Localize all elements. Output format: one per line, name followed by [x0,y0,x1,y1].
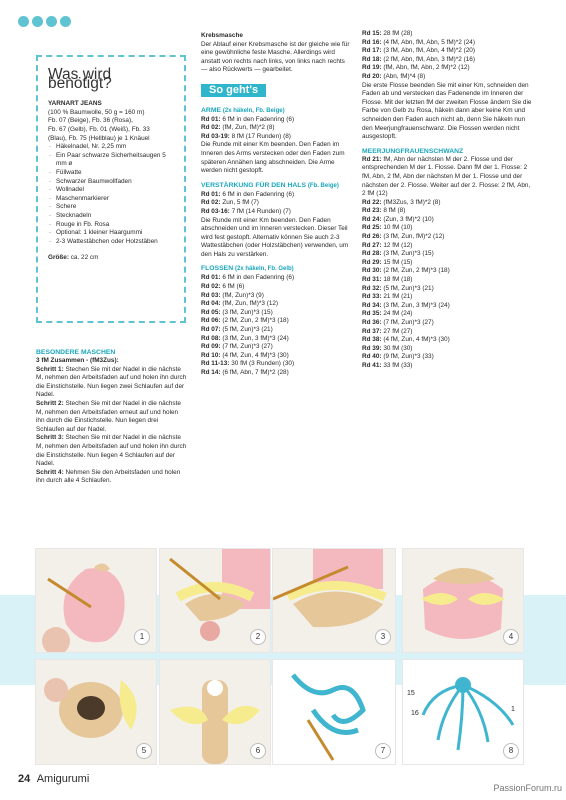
step-label: Schritt 3: [36,434,64,442]
round-text: (fM, Abn, fM, Abn, 2 fM)*2 (12) [383,64,470,72]
round-row [362,242,532,251]
round-row [362,64,532,73]
round-row [362,199,532,208]
step-paragraph [36,469,188,486]
round-label: Rd 02: [201,124,221,132]
material-item: · Füllwatte [48,169,174,178]
round-text: 12 fM (12) [383,241,413,249]
special-stitches-heading: BESONDERE MASCHEN [36,349,116,356]
round-label: Rd 02: [201,283,221,291]
hals-rows [201,191,351,217]
round-label: Rd 32: [362,284,382,292]
round-row [201,191,351,200]
round-row [201,317,351,326]
round-text: 6 fM in den Fadenring (6) [222,274,295,282]
step-text: Nehmen Sie den Arbeitsfaden und holen ihn durch alle 4 Schlaufen. [36,468,181,485]
round-row [201,360,351,369]
round-row [201,343,351,352]
step-paragraph [36,366,188,400]
hals-note: Die Runde mit einer Km beenden. Den Faden abschneiden und im Inneren verstecken. Dieser Teil wird fest gestopft. Alternativ können Sie auch 2-3 Wattestäbchen (oder Holzstäbchen) verwenden, um den Hals zu verstärken. [201,216,349,258]
round-row [201,326,351,335]
step-paragraph [36,400,188,434]
watermark: PassionForum.ru [493,783,562,793]
round-text: 7 fM (14 Runden) (7) [231,207,291,215]
round-row [362,353,532,362]
round-row [362,267,532,276]
decor-dot [32,16,43,27]
marker-label-15: 15 [407,690,415,697]
step-number-3: 3 [375,629,391,645]
round-text: (fM3Zus, 3 fM)*2 (8) [383,198,441,206]
round-text: 15 fM (15) [383,258,413,266]
round-label: Rd 31: [362,276,382,284]
header-dots [18,16,71,27]
round-label: Rd 07: [201,326,221,334]
round-row [201,283,351,292]
material-item: · Optional: 1 kleiner Haargummi [48,229,174,238]
step-photo-6 [159,659,271,765]
marker-label-1: 1 [511,706,515,713]
decor-dot [18,16,29,27]
round-label: Rd 33: [362,293,382,301]
step-photo-8 [402,659,524,765]
material-item: · Häkelnadel, Nr. 2,25 mm [48,143,174,152]
material-item: · Rouge in Fb. Rosa [48,221,174,230]
round-text: (3 fM, Zun)*3 (15) [222,308,273,316]
round-label: Rd 19: [362,64,382,72]
round-row [201,124,351,133]
step-photo-2 [159,548,271,653]
round-label: Rd 39: [362,344,382,352]
step-number-8: 8 [503,743,519,759]
round-label: Rd 10: [201,351,221,359]
so-gehts-banner: So geht's [201,84,266,97]
round-row [362,73,532,82]
round-row [362,56,532,65]
step-label: Schritt 1: [36,365,64,373]
krebsmasche-text: Der Ablauf einer Krebsmasche ist der gleiche wie für eine gewöhnliche feste Masche. Allerdings wird anstatt von rechts nach links, von links nach rechts — also Rückwerts — gearbeitet. [201,40,350,74]
step-paragraph [36,434,188,468]
round-text: (3 fM, Zun, fM)*2 (12) [383,233,445,241]
round-text: (7 fM, Zun)*3 (27) [383,319,434,326]
round-text: (5 fM, Zun)*3 (21) [383,284,434,292]
krebsmasche-title: Krebsmasche [201,32,243,39]
round-label: Rd 01: [201,115,221,123]
material-item: · Maschenmarkierer [48,195,174,204]
round-text: (3 fM, Abn, fM, Abn, 4 fM)*2 (20) [383,47,475,55]
round-row [201,369,351,378]
round-row [201,335,351,344]
round-row [362,250,532,259]
round-label: Rd 03-19: [201,132,230,140]
arme-heading: ARME (2x häkeln, Fb. Beige) [201,106,285,114]
instructions-column-2 [201,32,351,378]
round-label: Rd 30: [362,267,382,275]
step-photo-4 [402,548,524,653]
round-text: (fM, Zun, fM)*3 (12) [222,300,279,308]
round-text: 28 fM (28) [383,30,413,37]
round-row [201,352,351,361]
round-text: 21 fM (21) [383,293,413,301]
round-text: 30 fM (30) [383,344,413,352]
step-number-4: 4 [503,629,519,645]
round-row [362,345,532,354]
round-label: Rd 05: [201,308,221,316]
yarn-details [48,109,174,143]
round-row [362,224,532,233]
round-text: (4 fM, Zun, 4 fM)*3 (30) [222,351,289,359]
material-item: · Ein Paar schwarze Sicherheitsaugen 5 mm ø [48,152,174,169]
arme-note: Die Runde mit einer Km beenden. Den Faden im Inneren des Arms verstecken oder den Faden zum späteren Annähen lang abschneiden. Die Arme werden nicht gestopft. [201,141,345,175]
hals-heading: VERSTÄRKUNG FÜR DEN HALS (Fb. Beige) [201,181,339,189]
yarn-line: Fb. 67 (Gelb), Fb. 01 (Weiß), Fb. 33 [48,125,150,133]
materials-list [48,143,174,246]
round-text: (3 fM, Zun)*3 (15) [383,250,434,258]
round-text: (Abn, fM)*4 (8) [383,72,426,80]
round-label: Rd 35: [362,310,382,318]
round-row [201,116,351,125]
decor-dot [46,16,57,27]
arme-rows [201,116,351,142]
page-number: 24 [18,773,31,785]
materials-box [36,55,186,323]
round-text: (2 fM, Zun, 2 fM)*3 (18) [383,267,450,275]
round-text: 6 fM (6) [222,283,245,291]
round-label: Rd 03: [201,291,221,299]
step-number-1: 1 [134,629,150,645]
round-row [201,309,351,318]
yarn-line: Fb. 07 (Beige), Fb. 36 (Rosa), [48,117,133,125]
flosse-note: Die erste Flosse beenden Sie mit einer Km, schneiden den Faden ab und verstecken das Fadenende im Inneren der Flosse. Mit der letzten fM der zweiten Flosse ändern Sie die Farbe von Gelb zu Rosa, häkeln dann aber keine Km und schneiden den Faden auch nicht ab, denn Sie häkeln nun den Meerjungfrauenschwanz. Die Flossen werden nicht ausgestopft. [362,81,532,141]
round-label: Rd 40: [362,353,382,361]
round-label: Rd 27: [362,241,382,249]
round-label: Rd 18: [362,55,382,63]
step-photo-1 [35,548,157,653]
round-row [362,47,532,56]
round-label: Rd 01: [201,274,221,282]
rd21-row: Rd 21: fM, Abn der nächsten M der 2. Flosse und der entsprechenden M der 1. Flosse. Dann fM der 1. Flosse: 2 fM, Abn, 2 fM, Abn der nächsten M der 1. Flosse und der nächsten der 2. Flosse. Weiter auf der 2. Flosse: 2 fM, Abn, 2 fM (12) [362,155,531,198]
round-row [362,328,532,337]
round-text: 6 fM in den Fadenring (6) [222,190,295,198]
step-text: Stechen Sie mit der Nadel in die nächste M, nehmen den Arbeitsfaden auf und holen ihn durch die Einstichstelle. Nun liegen zwei Schlaufen auf der Nadel. [36,365,187,399]
round-text: (Zun, 3 fM)*2 (10) [383,215,434,223]
round-text: (3 fM, Zun, 3 fM)*3 (24) [222,334,289,342]
yarn-brand: YARNART JEANS [48,100,102,108]
round-text: 8 fM (17 Runden) (8) [231,132,291,140]
round-label: Rd 37: [362,327,382,335]
round-row [362,285,532,294]
steps-list [36,366,188,486]
round-row [201,274,351,283]
magazine-name: Amigurumi [36,773,90,785]
round-row [362,30,532,39]
yarn-line: (Blau), Fb. 75 (Hellblau) je 1 Knäuel [48,134,150,142]
round-row [362,216,532,225]
materials-title: Was wird benötigt? [48,66,112,92]
round-label: Rd 25: [362,224,382,232]
round-text: (5 fM, Zun)*3 (21) [222,326,273,334]
round-label: Rd 14: [201,369,221,376]
flossen-heading: FLOSSEN (2x häkeln, Fb. Gelb) [201,265,294,273]
page-footer [18,773,89,785]
round-text: (6 fM, Abn, 7 fM)*2 (28) [222,369,289,376]
yarn-line: (100 % Baumwolle, 50 g = 160 m) [48,108,145,116]
round-row [362,293,532,302]
round-text: (4 fM, Abn, fM, Abn, 5 fM)*2 (24) [383,38,475,46]
round-row [362,259,532,268]
step-photo-5 [35,659,157,765]
decor-dot [60,16,71,27]
round-row [362,336,532,345]
round-label: Rd 02: [201,199,221,207]
round-text: 8 fM (8) [383,207,406,215]
size-label: Größe: [48,254,69,262]
material-item: · 2-3 Wattestäbchen oder Holzstäben [48,238,174,247]
round-label: Rd 36: [362,319,382,326]
round-label: Rd 29: [362,258,382,266]
round-row [201,292,351,301]
round-row [362,302,532,311]
round-label: Rd 41: [362,361,382,369]
round-text: 18 fM (18) [383,276,413,284]
round-text: 27 fM (27) [383,327,413,335]
round-label: Rd 17: [362,47,382,55]
round-label: Rd 06: [201,317,221,325]
round-text: (2 fM, Zun, 2 fM)*3 (18) [222,317,289,325]
round-label: Rd 34: [362,301,382,309]
material-item: · Wollnadel [48,186,174,195]
round-text: 6 fM in den Fadenring (6) [222,115,295,123]
step-photo-3 [272,548,396,653]
round-row [201,300,351,309]
round-text: (4 fM, Zun, 4 fM)*3 (30) [383,336,450,344]
material-item: · Schere [48,203,174,212]
fm3zus-title: 3 fM Zusammen - (fM3Zus): [36,357,119,364]
round-label: Rd 23: [362,207,382,215]
round-row [362,319,532,328]
round-label: Rd 26: [362,233,382,241]
round-row [362,276,532,285]
round-label: Rd 20: [362,72,382,80]
special-stitches-section [36,343,188,486]
round-row [362,207,532,216]
round-label: Rd 15: [362,30,382,37]
round-label: Rd 22: [362,198,382,206]
round-text: 10 fM (10) [383,224,413,232]
round-text: (7 fM, Zun)*3 (27) [222,343,273,351]
tail-rows [362,199,532,371]
step-number-5: 5 [136,743,152,759]
round-label: Rd 11-13: [201,360,230,368]
round-label: Rd 04: [201,300,221,308]
step-number-7: 7 [375,743,391,759]
round-label: Rd 09: [201,343,221,351]
round-row [201,199,351,208]
tail-heading: MEERJUNGFRAUENSCHWANZ [362,147,464,155]
round-label: Rd 28: [362,250,382,258]
round-label: Rd 16: [362,38,382,46]
step-number-2: 2 [250,629,266,645]
marker-label-16: 16 [411,710,419,717]
round-text: 30 fM (3 Runden) (30) [231,360,295,368]
round-row [201,208,351,217]
round-text: (fM, Zun, fM)*2 (8) [222,124,275,132]
round-text: (fM, Zun)*3 (9) [222,291,264,299]
round-label: Rd 38: [362,336,382,344]
round-text: (2 fM, Abn, fM, Abn, 3 fM)*2 (16) [383,55,475,63]
flossen-rows-continued [362,30,532,82]
round-text: Zun, 5 fM (7) [222,199,259,207]
round-label: Rd 01: [201,190,221,198]
round-label: Rd 24: [362,215,382,223]
round-row [362,39,532,48]
round-row [362,233,532,242]
round-label: Rd 08: [201,334,221,342]
round-row [201,133,351,142]
step-text: Stechen Sie mit der Nadel in die nächste M, nehmen den Arbeitsfaden auf und holen ihn durch die Einstichstelle. Nun liegen 4 Schlaufen auf der Nadel. [36,434,187,468]
step-label: Schritt 4: [36,468,64,476]
round-row [362,362,532,371]
round-row [362,310,532,319]
size-value: ca. 22 cm [70,254,99,262]
round-text: 24 fM (24) [383,310,413,318]
step-text: Stechen Sie mit der Nadel in die nächste M, nehmen den Arbeitsfaden erneut auf und holen ihn durch die Einstichstelle. Nun liegen drei Schlaufen auf der Nadel. [36,399,181,433]
material-item: · Schwarzer Baumwollfaden [48,178,174,187]
round-text: 33 fM (33) [383,361,413,369]
size-line [48,254,174,263]
round-text: (3 fM, Zun, 3 fM)*3 (24) [383,301,450,309]
step-number-6: 6 [250,743,266,759]
instructions-column-3 [362,30,532,371]
flossen-rows [201,274,351,377]
step-photo-7 [272,659,396,765]
material-item: · Stecknadeln [48,212,174,221]
round-text: (9 fM, Zun)*3 (33) [383,353,434,361]
step-label: Schritt 2: [36,399,64,407]
round-label: Rd 03-16: [201,207,230,215]
